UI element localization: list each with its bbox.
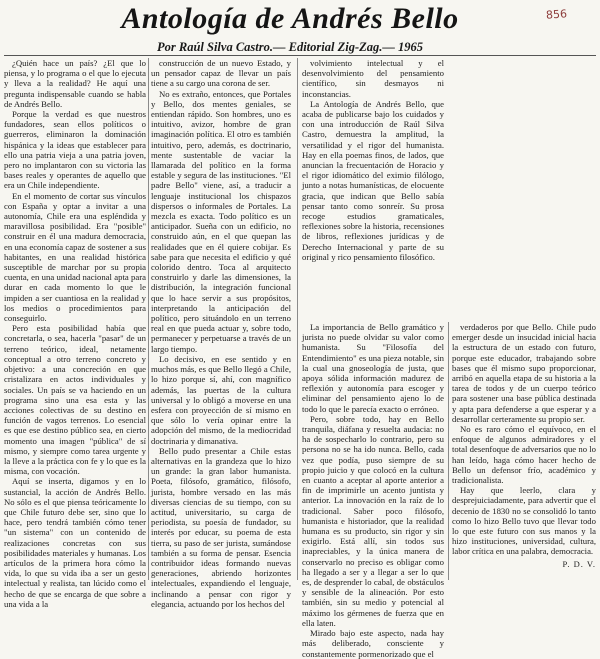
paragraph: Porque la verdad es que nuestros fundadores, sean ellos políticos o guerreros, eliminaron la dominación hispánica y la ideas que establecer para ello una patria vieja a una patria joven, pero no implantaron con su victoria las bases reales y operantes de aquello que era un Chile independiente.	[4, 109, 146, 191]
paragraph: ¿Quién hace un país? ¿El que lo piensa, y lo programa o el que lo ejecuta y lleva a la realidad? He aquí una pregunta indispensable cuando se habla de Andrés Bello.	[4, 58, 146, 109]
paragraph: En el momento de cortar sus vínculos con España y optar a invitar a una autonomía, Chile era una espléndida y maravillosa posibilidad. Era "posible" construir en él una madura democracia, en una economía capaz de sostener a sus habitantes, en una realidad histórica susceptible de marchar por su propia cuenta, en una unidad nacional apta para durar en cada momento lo que le impiden a ser cuantiosa en la realidad y los medios o procedimientos para conseguirlo.	[4, 190, 146, 324]
paragraph: Pero, sobre todo, hay en Bello tranquila, diáfana y resuelta audacia: no ha de sospecharlo lo contrario, pero su persona no se ha ido nunca. Bello, cada vez que podía, puso siempre de su propio juicio y que colocó en la cultura en cuanto a aceptar al aporte anterior a fin de imprimirle un acento juntista y anterior. La innovación en la raíz de lo tradicional. Saber poco filósofo, humanista e historiador, que la realidad humana es su producto, sin rigor y sin exigirlo. Está allí, sin todos sus inapreciables, y la única manera de conservarlo no preciso es obligar como ha llegado a ser y a llegar a ser lo que es, de desprender lo cabal, de obstáculos y sensible de la alineación. Por esto también, sin su medio y potencial al máximo los gérmenes de fuerza que en ella laten.	[302, 413, 444, 628]
column-2	[151, 58, 291, 609]
column-4	[452, 322, 596, 580]
paragraph: Lo decisivo, en ese sentido y en muchos más, es que Bello llegó a Chile, lo hizo porque sí, ahí, con magnífico además, las puertas de la cultura universal y lo obligó a moverse en una esfera con proyección de sí mismo en que sólo lo vería opinar entre la adopción del mismo, de la mediocridad doctrinaria y dimanativa.	[151, 353, 291, 446]
paragraph: Hay que leerlo, clara y desprejuiciadamente, para advertir que el decenio de 1830 no se consolidó lo tanto como lo hizo Bello tuvo que llevar todo lo que este futuro con sus manos y la hizo instituciones, universidad, cultura, labor crítica en una palabra, democracia.	[452, 485, 596, 557]
paragraph: Mirado bajo este aspecto, nada hay más deliberado, consciente y constantemente pormenorizado que el	[302, 628, 444, 659]
paragraph: No es raro cómo el equívoco, en el enfoque de algunos admiradores y el total desenfoque de adversarios que no lo han leído, haga cómo hacer hecho de Bello un defensor frío, académico y tradicionalista.	[452, 424, 596, 486]
paragraph: Bello pudo presentar a Chile estas alternativas en la grandeza que lo hizo un grande: la gran labor humanista. Poeta, filósofo, gramático, filósofo, jurista, hombre versado en las más diversas ciencias de su tiempo, con su actitud, universitario, su carga de periodista, su poesía de fundador, su interés por educar, su poema de esta tierra, su paso de ser jurista, sumándose también a su forma de pensar. Esencia contribuidor ideas formando nuevas generaciones, abriendo horizontes intelectuales, expandiendo el lenguaje, inclinando a pensar con rigor y elegancia, actuando por los hechos del	[151, 445, 291, 609]
header-rule	[4, 55, 596, 56]
paragraph: La Antología de Andrés Bello, que acaba de publicarse bajo los cuidados y con una introducción de Raúl Silva Castro, demuestra la amplitud, la versatilidad y el rigor del humanista. Hay en ella poemas finos, de lados, que anuncian la frecuentación de Horacio y el rigor idiomático del eximio filólogo, junto a notas humanísticas, de elocuente gracia, que indican que Bello sabía pensar tanto como sonreír. Su prosa recoge estudios gramaticales, reflexiones sobre la historia, recensiones de libros, reflexiones jurídicas y de Derecho Internacional y parte de su original y rico pensamiento filosófico.	[302, 98, 444, 262]
column-divider	[297, 58, 298, 580]
paragraph: Aquí se inserta, digamos y en lo sustancial, la acción de Andrés Bello. No sólo es el que piensa teóricamente lo que Chile futuro debe ser, sino que lo hace, pero tendrá también cómo tener "un sistema" con un contenido de realizaciones concretas con sus posibilidades materiales y humanas. Los artículos de la primera hora cómo la vida, lo que su vida iba a ser un gesto intelectual y realista, tan lúcido como el hecho de que se encarga de que sobre a una vida a la	[4, 476, 146, 609]
column-3	[302, 58, 444, 320]
paragraph: volvimiento intelectual y el desenvolvimiento del pensamiento científico, sin desmayos ni inconstancias.	[302, 58, 444, 99]
paragraph: verdaderos por que Bello. Chile pudo emerger desde un insucidad inicial hacia la estructura de un estado con futuro, porque este educador, trabajando sobre bases que él mismo supo proporcionar, arribó en aquella etapa de su historia a la tarea de todos y de un cuerpo teórico para sostener una base pública destinada y apta para defenderse a que esperar y a desarrollar certeramente su propio ser.	[452, 322, 596, 424]
column-divider	[448, 322, 449, 580]
paragraph: construcción de un nuevo Estado, y un pensador capaz de llevar un país tiene a su cargo una corona de ser.	[151, 58, 291, 89]
article-byline: Por Raúl Silva Castro.— Editorial Zig-Zag.— 1965	[157, 40, 423, 54]
column-divider	[148, 58, 149, 580]
paragraph: La importancia de Bello gramático y jurista no puede olvidar su valor como humanista. Su "Filosofía del Entendimiento" es una pieza notable, sin la cual una gnoseología de justa, que apoya sólida información madurez de reflexión y autonomía para escoger y eliminar del pensamiento ajeno lo de todo lo que le parecía exacto o erróneo.	[302, 322, 444, 414]
column-3-lower	[302, 322, 444, 659]
paragraph: Pero esta posibilidad había que concretarla, o sea, hacerla "pasar" de un terreno teórico, ideal, netamente conceptual a otro terreno concreto y objetivo: a una concreción en que cristalizara en actos individuales y sociales. Un país se va haciendo en un programa sino una esa esta y las acciones colectivas de su destino en función de vagos terrenos. Lo esencial es que ese destino público sea, en cierto momento una imagen "pública" de sí mismo, y siempre como tarea urgente y la lleve a la práctica con fe y lo que es la misma, con vocación.	[4, 323, 146, 477]
column-1	[4, 58, 146, 609]
author-signature: P. D. V.	[562, 558, 596, 569]
paragraph: No es extraño, entonces, que Portales y Bello, dos mentes geniales, se entiendan rápido. Son hombres, uno es intuitivo, avizor, hombre de gran imaginación política. El otro es también intuitivo, pero, además, es doctrinario, mente sustentable de vaciar la llamarada del político en la forma estable y segura de las instituciones. "El padre Bello" viene, así, a traducir a lenguaje institucional los chispazos dispersos o informales de Portales. La mezcla es exacta. Todo político es un anticipador. Sueña con un edificio, no construido aún, en el que quepan las realidades que en él quiere cobijar. Es sabe para que necesita el edificio y qué colorido dentro. Toca al arquitecto construirlo y darle las dimensiones, la distribución, la integración funcional que lo hace servir a sus propósitos, interpretando la anticipación del político, pero situándolo en un terreno real en que pueda actuar y, sobre todo, permanecer y perpetuarse a través de un largo tiempo.	[151, 88, 291, 354]
handwritten-annotation: 856	[545, 7, 568, 22]
article-headline: Antología de Andrés Bello	[121, 2, 459, 35]
